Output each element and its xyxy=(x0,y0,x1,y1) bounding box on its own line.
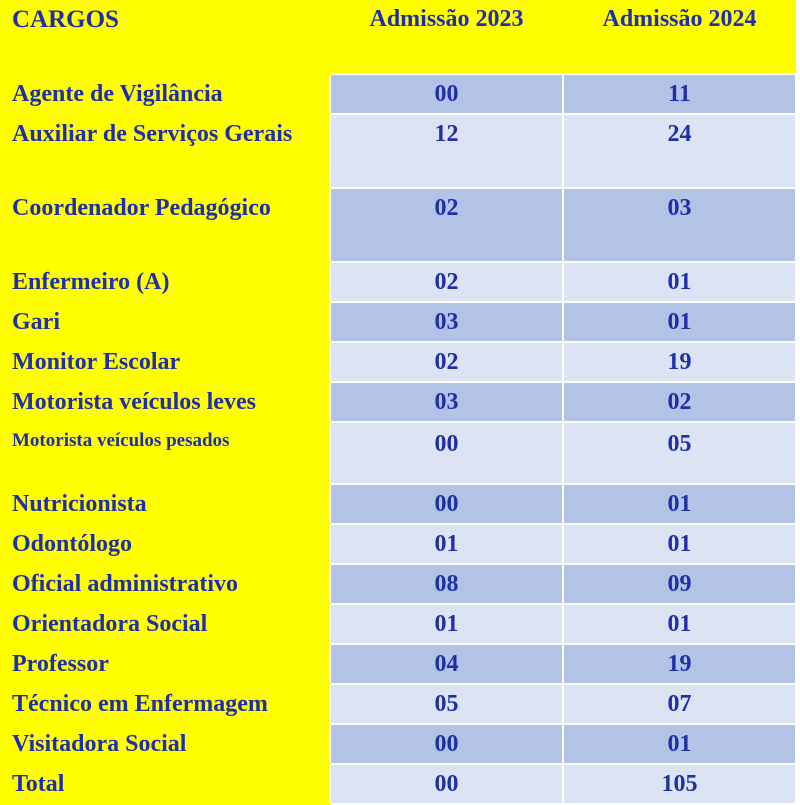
header-admissao-2023: Admissão 2023 xyxy=(330,0,563,74)
admissao-2024-cell: 01 xyxy=(563,724,796,764)
admissao-2023-cell: 01 xyxy=(330,604,563,644)
admissao-2024-cell: 03 xyxy=(563,188,796,262)
table-row xyxy=(0,564,796,604)
header-cargos: CARGOS xyxy=(0,0,330,74)
admissao-2024-cell: 01 xyxy=(563,262,796,302)
admissao-2024-cell: 01 xyxy=(563,524,796,564)
table-row xyxy=(0,604,796,644)
header-admissao-2024: Admissão 2024 xyxy=(563,0,796,74)
cargo-cell: Agente de Vigilância xyxy=(0,74,330,114)
admissao-2024-cell: 105 xyxy=(563,764,796,804)
admissao-2024-cell: 05 xyxy=(563,422,796,484)
admissao-2024-cell: 02 xyxy=(563,382,796,422)
admissao-2023-cell: 01 xyxy=(330,524,563,564)
cargo-cell: Professor xyxy=(0,644,330,684)
admissao-2023-cell: 12 xyxy=(330,114,563,188)
cargo-cell: Coordenador Pedagógico xyxy=(0,188,330,262)
table-row xyxy=(0,422,796,484)
table-row xyxy=(0,302,796,342)
cargo-cell: Orientadora Social xyxy=(0,604,330,644)
table-row xyxy=(0,524,796,564)
table-row xyxy=(0,188,796,262)
cargo-cell: Odontólogo xyxy=(0,524,330,564)
table-row xyxy=(0,342,796,382)
admissao-2024-cell: 01 xyxy=(563,484,796,524)
admissao-2023-cell: 00 xyxy=(330,74,563,114)
admissao-2023-cell: 00 xyxy=(330,422,563,484)
table-row xyxy=(0,684,796,724)
table-row xyxy=(0,484,796,524)
cargo-cell: Oficial administrativo xyxy=(0,564,330,604)
admissao-2024-cell: 11 xyxy=(563,74,796,114)
table-row xyxy=(0,114,796,188)
header-row xyxy=(0,0,796,74)
table-row xyxy=(0,74,796,114)
admissao-2023-cell: 08 xyxy=(330,564,563,604)
admissao-2023-cell: 00 xyxy=(330,764,563,804)
admissao-2023-cell: 03 xyxy=(330,382,563,422)
admissao-2024-cell: 01 xyxy=(563,604,796,644)
cargo-cell: Nutricionista xyxy=(0,484,330,524)
admissao-2023-cell: 02 xyxy=(330,262,563,302)
table-row xyxy=(0,724,796,764)
admissao-2024-cell: 07 xyxy=(563,684,796,724)
admissao-2023-cell: 04 xyxy=(330,644,563,684)
admissao-2024-cell: 24 xyxy=(563,114,796,188)
admissao-2024-cell: 19 xyxy=(563,342,796,382)
cargo-cell: Motorista veículos leves xyxy=(0,382,330,422)
admissao-2024-cell: 09 xyxy=(563,564,796,604)
admissao-2024-cell: 19 xyxy=(563,644,796,684)
cargo-cell: Monitor Escolar xyxy=(0,342,330,382)
table-row xyxy=(0,644,796,684)
cargo-cell: Técnico em Enfermagem xyxy=(0,684,330,724)
cargo-cell: Total xyxy=(0,764,330,804)
admissao-2024-cell: 01 xyxy=(563,302,796,342)
cargo-cell: Enfermeiro (A) xyxy=(0,262,330,302)
table-row xyxy=(0,382,796,422)
total-row xyxy=(0,764,796,804)
admissao-2023-cell: 03 xyxy=(330,302,563,342)
cargo-cell: Gari xyxy=(0,302,330,342)
admissao-2023-cell: 00 xyxy=(330,724,563,764)
cargo-cell: Motorista veículos pesados xyxy=(0,422,330,484)
admissao-2023-cell: 05 xyxy=(330,684,563,724)
admissao-2023-cell: 02 xyxy=(330,188,563,262)
table-row xyxy=(0,262,796,302)
cargo-cell: Visitadora Social xyxy=(0,724,330,764)
cargo-cell: Auxiliar de Serviços Gerais xyxy=(0,114,330,188)
admissao-2023-cell: 00 xyxy=(330,484,563,524)
admissao-2023-cell: 02 xyxy=(330,342,563,382)
